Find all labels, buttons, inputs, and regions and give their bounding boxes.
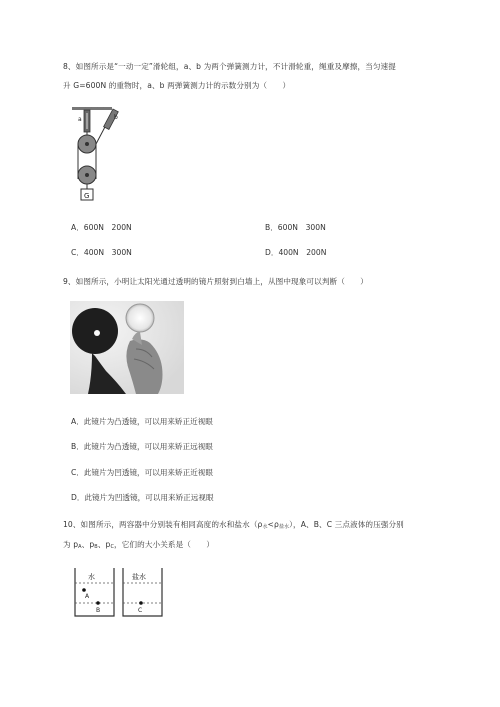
q8-stem-line2: 升 G=600N 的重物时，a、b 两弹簧测力计的示数分别为（ ） [63, 81, 291, 90]
point-c [139, 601, 143, 605]
lens [126, 304, 154, 332]
light-spot [94, 330, 100, 336]
water-label: 水 [88, 573, 95, 581]
q8-option-a[interactable]: A．600N 200N [71, 223, 132, 232]
label-g: G [84, 192, 90, 200]
point-a [82, 588, 86, 592]
q9-option-c[interactable]: C．此镜片为凹透镜，可以用来矫正近视眼 [71, 468, 213, 477]
q10-stem-line2: 为 $p_A$、$p_B$、$p_C$，它们的大小关系是（ ） [63, 540, 215, 550]
containers-figure [73, 566, 165, 618]
saltwater-label: 盐水 [132, 573, 146, 581]
q8-stem-line1: 8、如图所示是“一动一定”滑轮组，a、b 为两个弹簧测力计，不计滑轮重，绳重及摩擦，当匀速提 [63, 62, 396, 71]
q9-stem: 9、如图所示，小明让太阳光通过透明的镜片照射到白墙上，从图中现象可以判断（ ） [63, 277, 368, 286]
lens-photo [70, 301, 184, 394]
q8-option-c[interactable]: C．400N 300N [71, 248, 132, 257]
q10-stem-line1: 10、如图所示，两容器中分别装有相同高度的水和盐水$(\rho_水<\rho_{盐水})$，A、B、C 三点液体的压强分别 [63, 520, 404, 530]
q8-option-b[interactable]: B．600N 300N [265, 223, 326, 232]
q8-option-d[interactable]: D．400N 200N [265, 248, 327, 257]
q9-option-a[interactable]: A．此镜片为凸透镜，可以用来矫正近视眼 [71, 417, 213, 426]
label-point-b: B [96, 607, 101, 614]
label-a: a [78, 116, 82, 123]
label-point-a: A [85, 593, 90, 600]
q9-option-b[interactable]: B．此镜片为凸透镜，可以用来矫正远视眼 [71, 442, 213, 451]
label-b: b [114, 114, 118, 121]
label-point-c: C [138, 607, 143, 614]
pulley-figure [70, 107, 122, 205]
point-b [96, 601, 100, 605]
q9-option-d[interactable]: D．此镜片为凹透镜，可以用来矫正远视眼 [71, 493, 214, 502]
